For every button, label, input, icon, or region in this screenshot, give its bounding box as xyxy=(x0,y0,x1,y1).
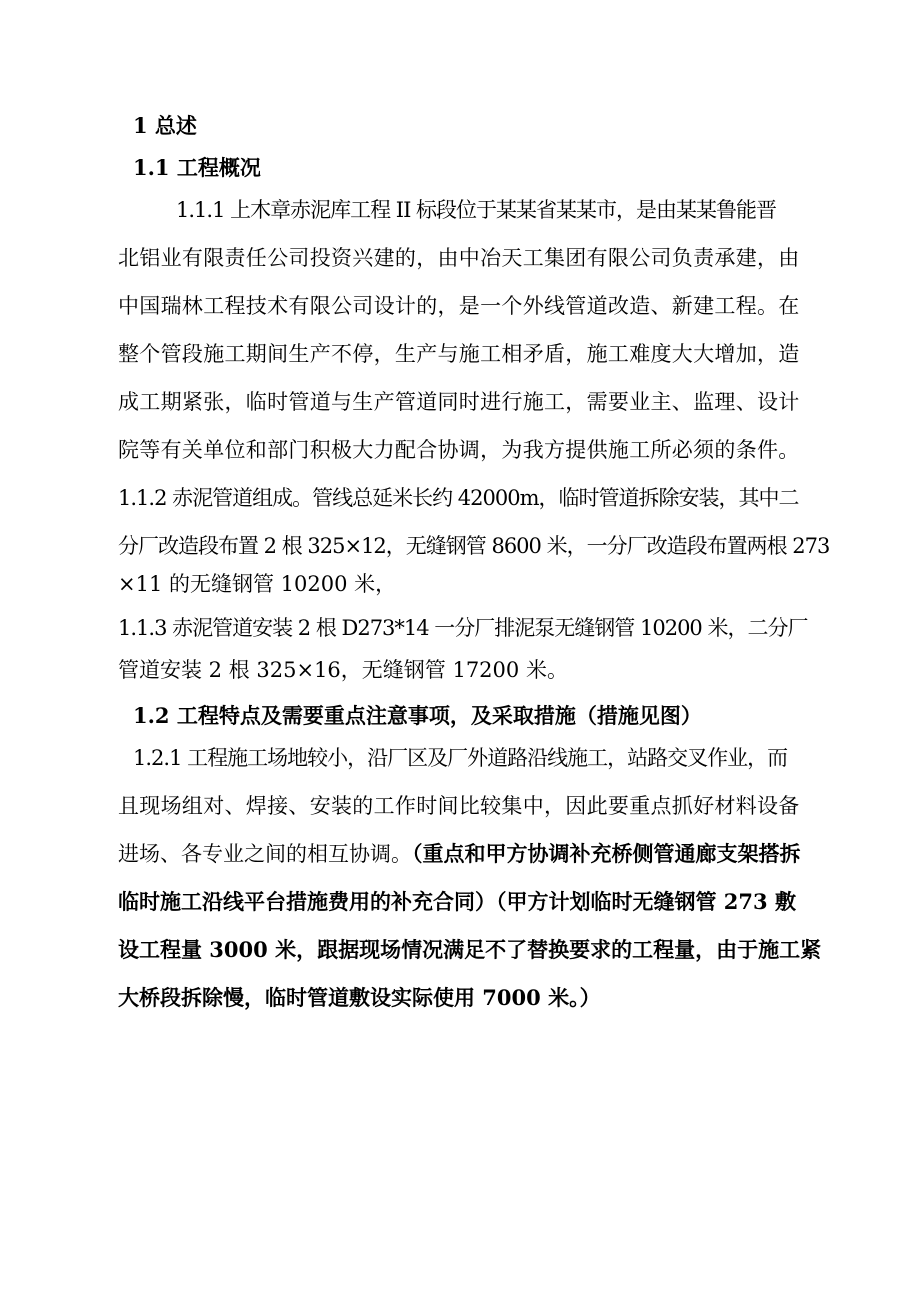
para-1-1-1-line-6: 院等有关单位和部门积极大力配合协调，为我方提供施工所必须的条件。 xyxy=(118,438,800,462)
para-1-2-1-line-5: 设工程量 3000 米，跟据现场情况满足不了替换要求的工程量，由于施工紧 xyxy=(118,937,822,962)
para-1-2-1-line-6: 大桥段拆除慢，临时管道敷设实际使用 7000 米。） xyxy=(118,985,601,1010)
section-heading-1-1: 1.1 工程概况 xyxy=(133,155,261,180)
para-1-1-2-line-2: 分厂改造段布置 2 根 325×12，无缝钢管 8600 米，一分厂改造段布置两根 273 xyxy=(118,534,830,558)
para-1-1-1-line-4: 整个管段施工期间生产不停，生产与施工相矛盾，施工难度大大增加，造 xyxy=(118,342,800,366)
para-1-1-3-line-2: 管道安装 2 根 325×16，无缝钢管 17200 米。 xyxy=(118,658,568,682)
para-1-2-1-line-3-normal: 进场、各专业之间的相互协调。 xyxy=(118,842,412,866)
para-1-1-3-line-1: 1.1.3 赤泥管道安装 2 根 D273*14 一分厂排泥泵无缝钢管 10200 米，二分厂 xyxy=(118,616,808,640)
para-1-2-1-line-2: 且现场组对、焊接、安装的工作时间比较集中，因此要重点抓好材料设备 xyxy=(118,794,800,818)
para-1-2-1-line-4: 临时施工沿线平台措施费用的补充合同）（甲方计划临时无缝钢管 273 敷 xyxy=(118,889,796,914)
para-1-2-1-line-3-bold: （重点和甲方协调补充桥侧管通廊支架搭拆 xyxy=(412,841,801,866)
section-heading-1-2: 1.2 工程特点及需要重点注意事项，及采取措施（措施见图） xyxy=(133,703,702,728)
para-1-1-1-line-5: 成工期紧张，临时管道与生产管道同时进行施工，需要业主、监理、设计 xyxy=(118,390,800,414)
para-1-1-1-line-2: 北铝业有限责任公司投资兴建的，由中冶天工集团有限公司负责承建，由 xyxy=(118,246,800,270)
para-1-1-1-line-1: 1.1.1 上木章赤泥库工程 II 标段位于某某省某某市，是由某某鲁能晋 xyxy=(176,198,777,222)
para-1-2-1-line-1: 1.2.1 工程施工场地较小，沿厂区及厂外道路沿线施工，站路交叉作业，而 xyxy=(133,746,788,770)
para-1-1-2-line-3: ×11 的无缝钢管 10200 米， xyxy=(118,572,397,596)
section-heading-1: 1 总述 xyxy=(133,113,197,138)
para-1-1-1-line-3: 中国瑞林工程技术有限公司设计的，是一个外线管道改造、新建工程。在 xyxy=(118,294,800,318)
para-1-2-1-line-3 xyxy=(118,840,801,868)
para-1-1-2-line-1: 1.1.2 赤泥管道组成。管线总延米长约 42000m，临时管道拆除安装，其中二 xyxy=(118,486,799,510)
